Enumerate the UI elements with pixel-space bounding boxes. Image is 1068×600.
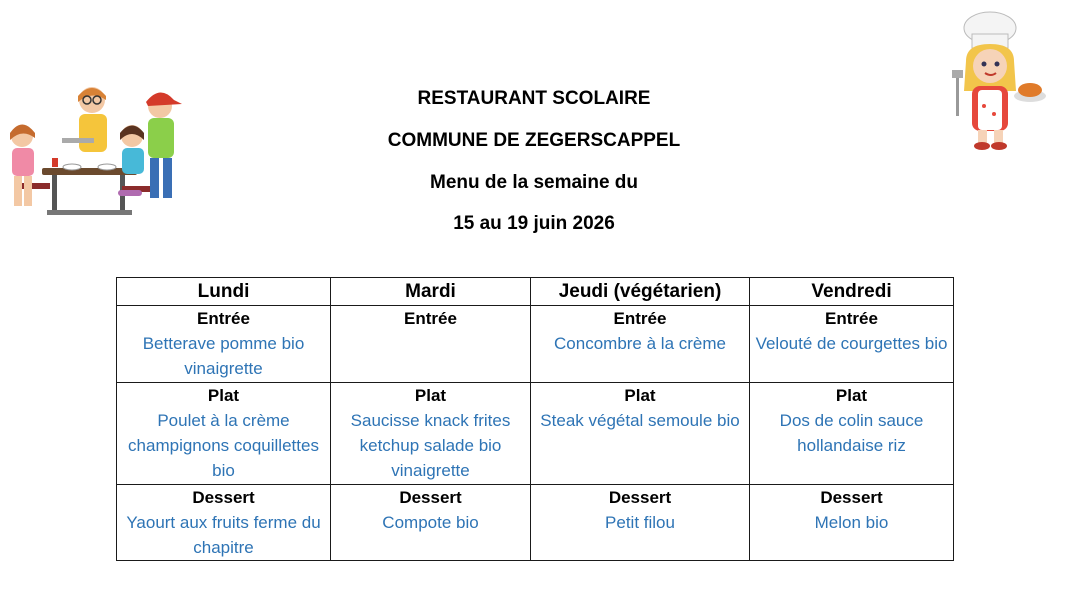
weekly-menu-table [116, 277, 954, 561]
dessert-row [117, 485, 954, 561]
entree-row [117, 306, 954, 383]
dish-text: Melon bio [814, 513, 889, 532]
menu-cell [117, 383, 331, 485]
course-label: Plat [414, 386, 447, 405]
course-label: Entrée [197, 309, 250, 328]
menu-cell [750, 306, 954, 383]
course-label: Dessert [820, 488, 883, 507]
menu-cell [531, 383, 750, 485]
menu-cell [117, 306, 331, 383]
course-label: Dessert [608, 488, 672, 507]
dish-text: Velouté de courgettes bio [755, 334, 948, 353]
course-label: Entrée [404, 309, 457, 328]
title-commune: COMMUNE DE ZEGERSCAPPEL [387, 130, 681, 151]
title-dates: 15 au 19 juin 2026 [453, 213, 615, 234]
title-restaurant: RESTAURANT SCOLAIRE [417, 88, 651, 109]
course-label: Dessert [399, 488, 462, 507]
day-friday: Vendredi [750, 278, 954, 306]
menu-cell [531, 306, 750, 383]
day-tuesday: Mardi [331, 278, 531, 306]
dish-text: Compote bio [382, 513, 479, 532]
menu-cell [117, 485, 331, 561]
title-week: Menu de la semaine du [430, 172, 638, 193]
dish-text: Concombre à la crème [554, 334, 726, 353]
dish-text: Yaourt aux fruits ferme du chapitre [126, 513, 321, 557]
chef-girl-icon [942, 6, 1047, 151]
course-label: Plat [835, 386, 868, 405]
course-label: Dessert [192, 488, 255, 507]
menu-cell [331, 485, 531, 561]
dish-text: Steak végétal semoule bio [540, 411, 740, 430]
dish-text: Saucisse knack frites ketchup salade bio vinaigrette [350, 411, 511, 480]
course-label: Entrée [825, 309, 878, 328]
day-monday: Lundi [117, 278, 331, 306]
children-eating-icon [2, 78, 192, 223]
menu-cell [331, 383, 531, 485]
menu-cell [750, 383, 954, 485]
menu-cell [750, 485, 954, 561]
plat-row [117, 383, 954, 485]
dish-text: Dos de colin sauce hollandaise riz [779, 411, 924, 455]
menu-cell [331, 306, 531, 383]
dish-text: Petit filou [605, 513, 675, 532]
day-thursday: Jeudi (végétarien) [531, 278, 750, 306]
dish-text: Betterave pomme bio vinaigrette [142, 334, 305, 378]
days-header-row [117, 278, 954, 306]
course-label: Plat [207, 386, 240, 405]
menu-cell [531, 485, 750, 561]
dish-text: Poulet à la crème champignons coquillettes bio [128, 411, 319, 480]
course-label: Entrée [613, 309, 667, 328]
course-label: Plat [624, 386, 656, 405]
